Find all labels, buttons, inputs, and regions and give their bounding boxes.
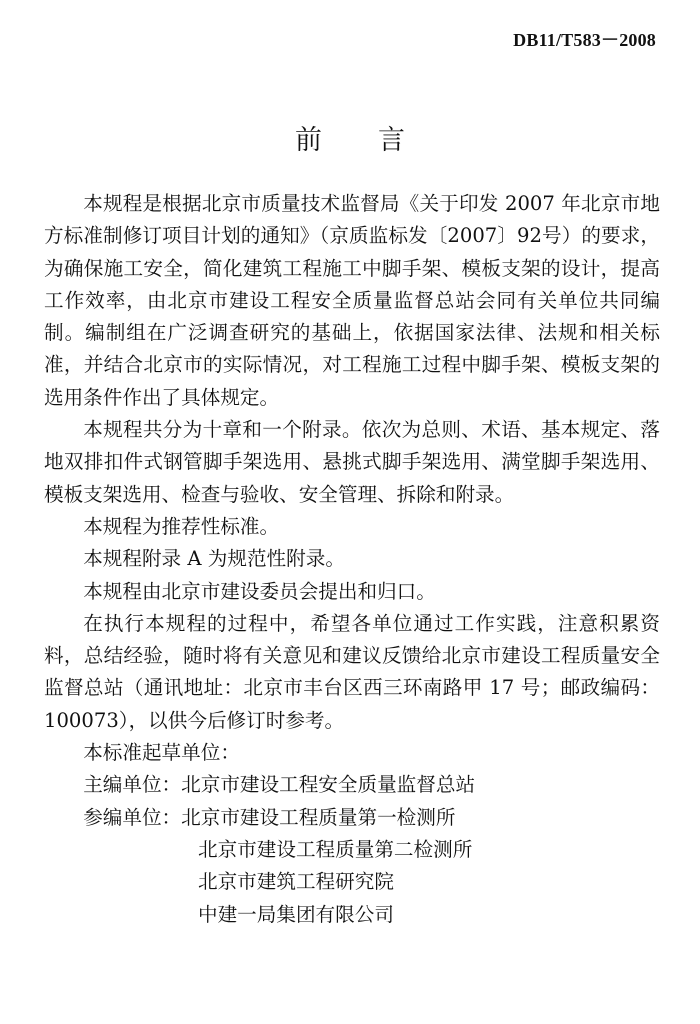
participating-unit: 北京市建设工程质量第一检测所	[181, 805, 456, 829]
participating-row	[44, 802, 660, 834]
paragraph-recommended: 本规程为推荐性标准。	[83, 514, 280, 538]
paragraph-basis: 本规程是根据北京市质量技术监督局《关于印发 2007 年北京市地方标准制修订项目计划的通知》（京质监标发〔2007〕92号）的要求，为确保施工安全，简化建筑工程施工中脚手架、模板支架的设计，提高工作效率，由北京市建设工程安全质量监督总站会同有关单位共同编制。编制组在广泛调查研究的基础上，依据国家法律、法规和相关标准，并结合北京市的实际情况，对工程施工过程中脚手架、模板支架的选用条件作出了具体规定。	[44, 192, 660, 409]
foreword-body	[44, 188, 660, 931]
paragraph-proposer: 本规程由北京市建设委员会提出和归口。	[83, 579, 436, 603]
chief-editor-row	[44, 769, 660, 801]
drafting-units-title: 本标准起草单位：	[83, 741, 240, 765]
participating-label: 参编单位：	[83, 805, 182, 829]
page-title: 前言	[295, 125, 461, 156]
participating-unit: 中建一局集团有限公司	[198, 902, 394, 926]
paragraph-feedback: 在执行本规程的过程中，希望各单位通过工作实践，注意积累资料，总结经验，随时将有关意见和建议反馈给北京市建设工程质量安全监督总站（通讯地址：北京市丰台区西三环南路甲 17 号；邮政编码：100073），以供今后修订时参考。	[44, 611, 660, 732]
participating-unit: 北京市建筑工程研究院	[198, 870, 394, 894]
paragraph-appendix: 本规程附录 A 为规范性附录。	[83, 547, 345, 571]
paragraph-structure: 本规程共分为十章和一个附录。依次为总则、术语、基本规定、落地双排扣件式钢管脚手架选用、悬挑式脚手架选用、满堂脚手架选用、模板支架选用、检查与验收、安全管理、拆除和附录。	[44, 418, 660, 506]
chief-editor-unit: 北京市建设工程安全质量监督总站	[181, 773, 476, 797]
participating-unit: 北京市建设工程质量第二检测所	[198, 837, 473, 861]
standard-code: DB11/T583－2008	[513, 30, 656, 50]
chief-editor-label: 主编单位：	[83, 773, 182, 797]
